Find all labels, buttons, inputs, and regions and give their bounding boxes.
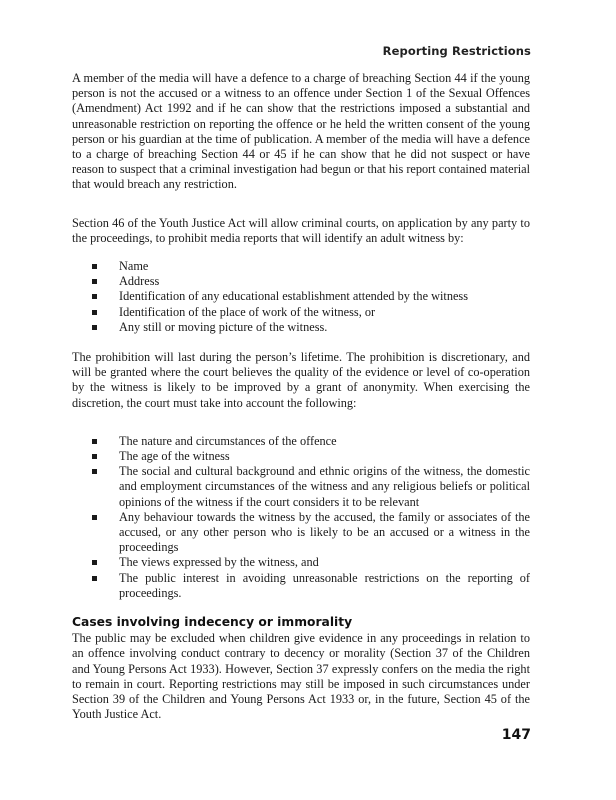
list-item — [119, 571, 530, 601]
list-item-text: Name — [119, 259, 149, 274]
bullet-square-icon — [92, 325, 97, 330]
court-considerations-list — [72, 434, 530, 601]
bullet-square-icon — [92, 560, 97, 565]
bullet-square-icon — [92, 515, 97, 520]
list-item-text: The public interest in avoiding unreasonable restrictions on the reporting of proceedings. — [119, 570, 530, 600]
paragraph-defence: A member of the media will have a defence to a charge of breaching Section 44 if the young person is not the accused or a witness to an offence under Section 1 of the Sexual Offences (Amendment) Act 1992 and if he can show that the restrictions imposed a substantial and unreasonable restriction on reporting the offence or he held the written consent of the young person or his guardian at the time of publication. A member of the media will have a defence to a charge of breaching Section 44 or 45 if he can show that he did not suspect or have reason to suspect that a criminal investigation had begun or that his report contained material that would breach any restriction. — [72, 71, 530, 192]
section-heading: Cases involving indecency or immorality — [72, 615, 353, 630]
list-item — [119, 259, 530, 274]
witness-identification-list — [72, 259, 530, 335]
paragraph-indecency: The public may be excluded when children give evidence in any proceedings in relation to an offence involving conduct contrary to decency or morality (Section 37 of the Children and Young Persons Act 1933). However, Section 37 expressly confers on the media the right to remain in court. Reporting restrictions may still be imposed in such circumstances under Section 39 of the Children and Young Persons Act 1933 or, in the future, Section 45 of the Youth Justice Act. — [72, 631, 530, 722]
list-item-text: The age of the witness — [119, 449, 230, 464]
list-item — [119, 434, 530, 449]
list-item-text: Address — [119, 274, 160, 289]
running-head: Reporting Restrictions — [382, 44, 531, 58]
bullet-square-icon — [92, 469, 97, 474]
bullet-square-icon — [92, 576, 97, 581]
bullet-square-icon — [92, 279, 97, 284]
list-item-text: Identification of the place of work of the witness, or — [119, 304, 376, 319]
page-content — [72, 71, 530, 722]
list-item — [119, 320, 530, 335]
list-item — [119, 464, 530, 510]
bullet-square-icon — [92, 264, 97, 269]
bullet-square-icon — [92, 294, 97, 299]
list-item-text: Any still or moving picture of the witness. — [119, 319, 328, 334]
list-item — [119, 449, 530, 464]
list-item — [119, 274, 530, 289]
list-item-text: The nature and circumstances of the offence — [119, 433, 337, 448]
bullet-square-icon — [92, 454, 97, 459]
list-item — [119, 289, 530, 304]
paragraph-section-46: Section 46 of the Youth Justice Act will allow criminal courts, on application by any party to the proceedings, to prohibit media reports that will identify an adult witness by: — [72, 215, 530, 245]
bullet-square-icon — [92, 439, 97, 444]
list-item-text: Any behaviour towards the witness by the accused, the family or associates of the accused, or any other person who is likely to be an accused or a witness in the proceedings — [119, 509, 530, 555]
page-number: 147 — [501, 727, 531, 743]
list-item-text: The views expressed by the witness, and — [119, 555, 319, 570]
list-item — [119, 305, 530, 320]
bullet-square-icon — [92, 310, 97, 315]
list-item-text: Identification of any educational establishment attended by the witness — [119, 289, 468, 304]
paragraph-prohibition: The prohibition will last during the person’s lifetime. The prohibition is discretionary, and will be granted where the court believes the quality of the evidence or level of co-operation by the witness is likely to be improved by a grant of anonymity. When exercising the discretion, the court must take into account the following: — [72, 350, 530, 410]
list-item — [119, 555, 530, 570]
list-item — [119, 510, 530, 556]
list-item-text: The social and cultural background and ethnic origins of the witness, the domestic and employment circumstances of the witness and any religious beliefs or political opinions of the witness if the court considers it to be relevant — [119, 464, 530, 509]
